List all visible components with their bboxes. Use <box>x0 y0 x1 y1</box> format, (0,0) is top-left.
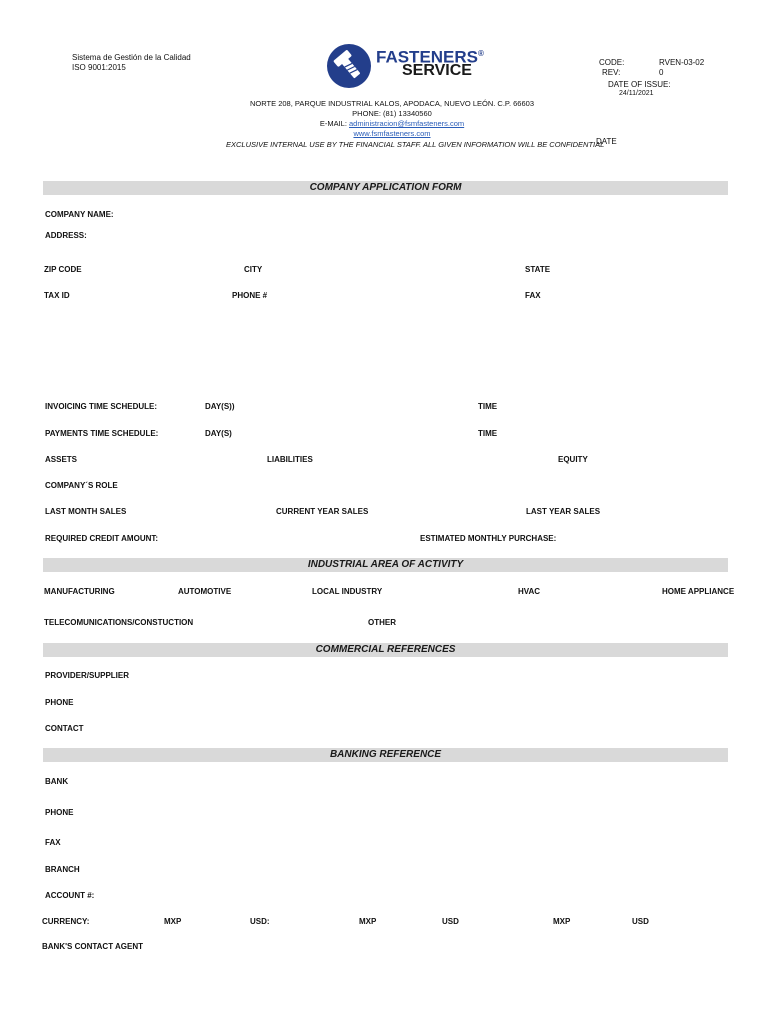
telecom-label: TELECOMUNICATIONS/CONSTUCTION <box>44 618 194 627</box>
company-logo <box>326 40 484 92</box>
payments-label: PAYMENTS TIME SCHEDULE: <box>45 429 159 438</box>
invoicing-time-label: TIME <box>478 402 498 411</box>
banking-section-header: BANKING REFERENCE <box>43 748 728 762</box>
bolt-logo-icon <box>326 42 372 90</box>
issue-label: DATE OF ISSUE: <box>608 80 671 89</box>
logo-text-service: SERVICE <box>402 62 472 79</box>
account-number-label: ACCOUNT #: <box>45 891 95 900</box>
assets-label: ASSETS <box>45 455 78 464</box>
address-label: ADDRESS: <box>45 231 87 240</box>
invoicing-days-label: DAY(S)) <box>205 402 235 411</box>
estimated-purchase-label: ESTIMATED MONTHLY PURCHASE: <box>420 534 557 543</box>
company-phone: PHONE: (81) 13340560 <box>352 109 432 118</box>
currency-mxp-3: MXP <box>553 917 571 926</box>
commercial-contact-label: CONTACT <box>45 724 84 733</box>
zip-code-label: ZIP CODE <box>44 265 82 274</box>
commercial-section-header: COMMERCIAL REFERENCES <box>43 643 728 657</box>
automotive-label: AUTOMOTIVE <box>178 587 232 596</box>
state-label: STATE <box>525 265 551 274</box>
commercial-phone-label: PHONE <box>45 698 74 707</box>
current-year-sales-label: CURRENT YEAR SALES <box>276 507 369 516</box>
company-name-label: COMPANY NAME: <box>45 210 114 219</box>
confidential-notice: EXCLUSIVE INTERNAL USE BY THE FINANCIAL STAFF. ALL GIVEN INFORMATION WILL BE CONFIDENTIAL <box>226 140 605 149</box>
code-value: RVEN-03-02 <box>659 58 705 67</box>
payments-time-label: TIME <box>478 429 498 438</box>
currency-mxp-1: MXP <box>164 917 182 926</box>
bank-label: BANK <box>45 777 69 786</box>
tax-id-label: TAX ID <box>44 291 70 300</box>
local-industry-label: LOCAL INDUSTRY <box>312 587 383 596</box>
provider-label: PROVIDER/SUPPLIER <box>45 671 130 680</box>
website-line <box>192 129 592 138</box>
company-address: NORTE 208, PARQUE INDUSTRIAL KALOS, APODACA, NUEVO LEÓN. C.P. 66603 <box>250 99 534 108</box>
last-month-sales-label: LAST MONTH SALES <box>45 507 127 516</box>
company-email-line <box>192 119 592 128</box>
currency-label: CURRENCY: <box>42 917 90 926</box>
currency-usd-1: USD <box>442 917 459 926</box>
email-label: E-MAIL: <box>319 119 347 128</box>
currency-usd-colon: USD: <box>250 917 270 926</box>
company-section-header: COMPANY APPLICATION FORM <box>43 181 728 195</box>
rev-value: 0 <box>659 68 664 77</box>
bank-phone-label: PHONE <box>45 808 74 817</box>
hvac-label: HVAC <box>518 587 541 596</box>
invoicing-label: INVOICING TIME SCHEDULE: <box>45 402 158 411</box>
equity-label: EQUITY <box>558 455 588 464</box>
website-link[interactable]: www.fsmfasteners.com <box>353 129 431 138</box>
currency-usd-2: USD <box>632 917 649 926</box>
home-appliance-label: HOME APPLIANCE <box>662 587 735 596</box>
code-label: CODE: <box>599 58 625 67</box>
phone-label: PHONE # <box>232 291 268 300</box>
logo-text-fasteners: FASTENERS® <box>376 47 484 67</box>
system-line-1: Sistema de Gestión de la Calidad <box>72 53 191 62</box>
last-year-sales-label: LAST YEAR SALES <box>526 507 601 516</box>
payments-days-label: DAY(S) <box>205 429 232 438</box>
city-label: CITY <box>244 265 263 274</box>
manufacturing-label: MANUFACTURING <box>44 587 115 596</box>
required-credit-label: REQUIRED CREDIT AMOUNT: <box>45 534 159 543</box>
system-line-2: ISO 9001:2015 <box>72 63 126 72</box>
company-role-label: COMPANY´S ROLE <box>45 481 118 490</box>
fax-label: FAX <box>525 291 541 300</box>
issue-value: 24/11/2021 <box>619 90 654 97</box>
bank-branch-label: BRANCH <box>45 865 80 874</box>
bank-fax-label: FAX <box>45 838 61 847</box>
liabilities-label: LIABILITIES <box>267 455 313 464</box>
email-link[interactable]: administracion@fsmfasteners.com <box>349 119 465 128</box>
rev-label: REV: <box>602 68 621 77</box>
currency-mxp-2: MXP <box>359 917 377 926</box>
industrial-section-header: INDUSTRIAL AREA OF ACTIVITY <box>43 558 728 572</box>
other-label: OTHER <box>368 618 396 627</box>
bank-contact-agent-label: BANK'S CONTACT AGENT <box>42 942 144 951</box>
date-label: DATE <box>596 137 617 146</box>
